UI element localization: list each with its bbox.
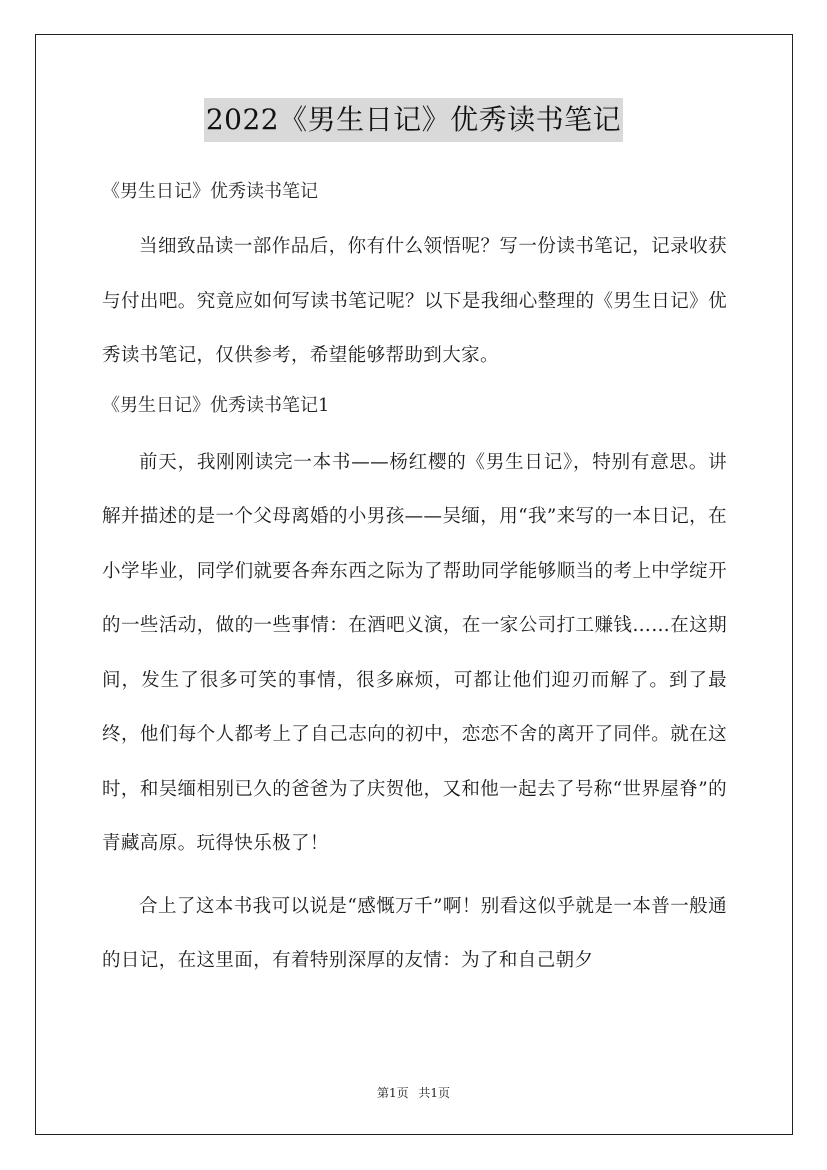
page-footer xyxy=(0,1084,827,1102)
body-paragraph: 合上了这本书我可以说是“感慨万千”啊！别看这似乎就是一本普一般通的日记，在这里面，有着特别深厚的友情：为了和自己朝夕 xyxy=(102,895,727,971)
document-body xyxy=(102,170,727,989)
document-subtitle: 《男生日记》优秀读书笔记 xyxy=(102,181,318,202)
section-heading: 《男生日记》优秀读书笔记1 xyxy=(102,394,330,416)
document-title: 2022《男生日记》优秀读书笔记 xyxy=(204,98,623,142)
page-number: 第1页 xyxy=(376,1086,409,1100)
title-container xyxy=(0,98,827,142)
body-paragraph: 前天，我刚刚读完一本书——杨红樱的《男生日记》，特别有意思。讲解并描述的是一个父母离婚的小男孩——吴缅，用“我”来写的一本日记，在小学毕业，同学们就要各奔东西之际为了帮助同学能够顺当的考上中学绽开的一些活动，做的一些事情：在酒吧义演，在一家公司打工赚钱……在这期间，发生了很多可笑的事情，很多麻烦，可都让他们迎刃而解了。到了最终，他们每个人都考上了自己志向的初中，恋恋不舍的离开了同伴。就在这时，和吴缅相别已久的爸爸为了庆贺他，又和他一起去了号称“世界屋脊”的青藏高原。玩得快乐极了！ xyxy=(102,451,727,854)
intro-paragraph: 当细致品读一部作品后，你有什么领悟呢？写一份读书笔记，记录收获与付出吧。究竟应如何写读书笔记呢？以下是我细心整理的《男生日记》优秀读书笔记，仅供参考，希望能够帮助到大家。 xyxy=(102,236,727,366)
page-total: 共1页 xyxy=(418,1086,451,1100)
